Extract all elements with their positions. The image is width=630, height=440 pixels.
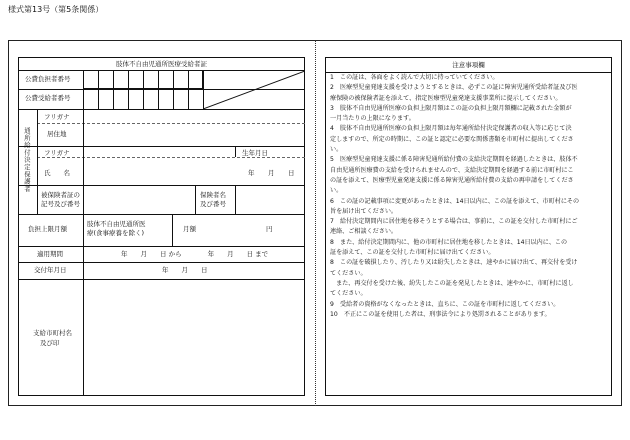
row-line [18,214,305,215]
birth-year: 年 [248,169,255,177]
furigana-divider [37,157,305,158]
municipality-label: 及び印 [40,339,60,347]
row-line [18,279,305,280]
limit-desc: 肢体不自由児通所医 [87,220,146,228]
form-number: 様式第13号（第5条関係） [8,5,104,14]
note-line: 8 この証を破損したり、汚したり又は紛失したときは、速やかに届け出て、再交付を受け [330,259,578,267]
note-line: 4 肢体不自由児通所医療の負担上限月額は毎年通所給付決定保護者の収入等に応じて決 [330,125,572,133]
note-line: 10 不正にこの証を使用した者は、刑事法令により処罰されることがあります。 [330,310,551,318]
issue-label: 交付年月日 [34,266,67,274]
fold-line [315,40,316,406]
note-line: 3 肢体不自由児通所医療の負担上限月額はこの証の負担上限月額欄に記載された金額が [330,104,572,112]
guardian-side-label: 通所給付決定保護者 [22,127,30,193]
note-line: 証を添えて、この証を交付した市町村に届け出てください。 [330,249,495,257]
birth-divider [235,146,236,157]
row-line [18,146,305,147]
payer-number-label: 公費負担者番号 [25,75,71,83]
name-label: 氏 名 [44,169,70,177]
note-line: 療保険の被保険者証を添えて、指定医療型児童発達支援事業所に提示してください。 [330,94,562,102]
row-line [18,262,305,263]
address-label: 居住地 [47,130,67,138]
note-line: い。 [330,146,343,154]
label-column-line [83,71,84,396]
issue-text: 年 月 日 [162,266,208,274]
note-line: 定しますので、所定の時期に、この証と認定に必要な関係書類を市町村に提出してくださ [330,135,574,143]
furigana-label: フリガナ [44,113,70,121]
row-line [18,109,305,110]
recipient-number-label: 公費受給者番号 [25,94,71,102]
note-line: 自由児通所医療費の支給を受けられませんので、支給決定期間を経過する前に市町村にこ [330,166,574,174]
note-line: てください。 [330,269,367,277]
note-line: 7 給付決定期間内に居住地を移そうとする場合は、事前に、この証を交付した市町村にご [330,218,578,226]
insurer-label: 保険者名 [200,191,226,199]
limit-divider [172,214,173,246]
yen-label: 円 [266,225,273,233]
monthly-label: 月額 [183,225,196,233]
insured-card-label: 記号及び番号 [41,200,80,208]
note-line: 連絡、ご相談ください。 [330,228,398,236]
note-line: 9 受給者の資格がなくなったときは、直ちに、この証を市町村に返してください。 [330,300,560,308]
note-line: の証を添えて、医療型児童発達支援に係る障害児通所給付費の支給の再申請をしてくださ [330,176,574,184]
note-line: 2 医療型児童発達支援を受けようとするときは、必ずこの証に障害児通所受給者証及び医 [330,84,578,92]
note-line: 1 この証は、各面をよく読んで大切に持っていてください。 [330,74,499,81]
blank-diagonal [203,71,305,109]
insurer-label: 及び番号 [200,200,226,208]
limit-label: 負担上限月額 [28,225,67,233]
row-line [18,246,305,247]
furigana-label: フリガナ [44,149,70,157]
note-line: 5 医療型児童発達支援に係る障害児通所給付費の支給決定期間を経過したときは、肢体不 [330,156,578,164]
notes-panel [325,57,612,396]
certificate-title: 肢体不自由児通所医療受給者証 [18,57,305,71]
municipality-label: 支給市町村名 [33,329,72,337]
note-line: 旨を届け出てください。 [330,207,398,215]
insured-card-label: 被保険者証の [41,191,80,199]
birth-label: 生年月日 [242,149,268,157]
note-line: また、再交付を受けた後、紛失したこの証を発見したときは、速やかに、市町村に返し [330,279,574,287]
note-line: 8 また、給付決定期間内に、他の市町村に居住地を移したときは、14日以内に、この [330,238,568,246]
period-label: 適用期間 [37,250,63,258]
notes-title: 注意事項欄 [326,58,611,73]
birth-month: 月 [268,169,275,177]
period-text: 年 月 日 から 年 月 日 まで [121,250,269,258]
birth-day: 日 [288,169,295,177]
limit-desc: 療(食事療養を除く) [87,229,145,237]
note-line: てください。 [330,290,367,298]
insurer-divider [235,185,236,214]
insurer-divider [195,185,196,214]
note-line: 一月当たりの上限になります。 [330,115,415,123]
row-line [18,185,305,186]
notes-body [330,73,608,320]
side-column-line [37,109,38,214]
note-line: 6 この証の記載事項に変更があったときは、14日以内に、この証を添えて、市町村にその [330,197,580,205]
furigana-divider [37,123,305,124]
note-line: い。 [330,187,343,195]
